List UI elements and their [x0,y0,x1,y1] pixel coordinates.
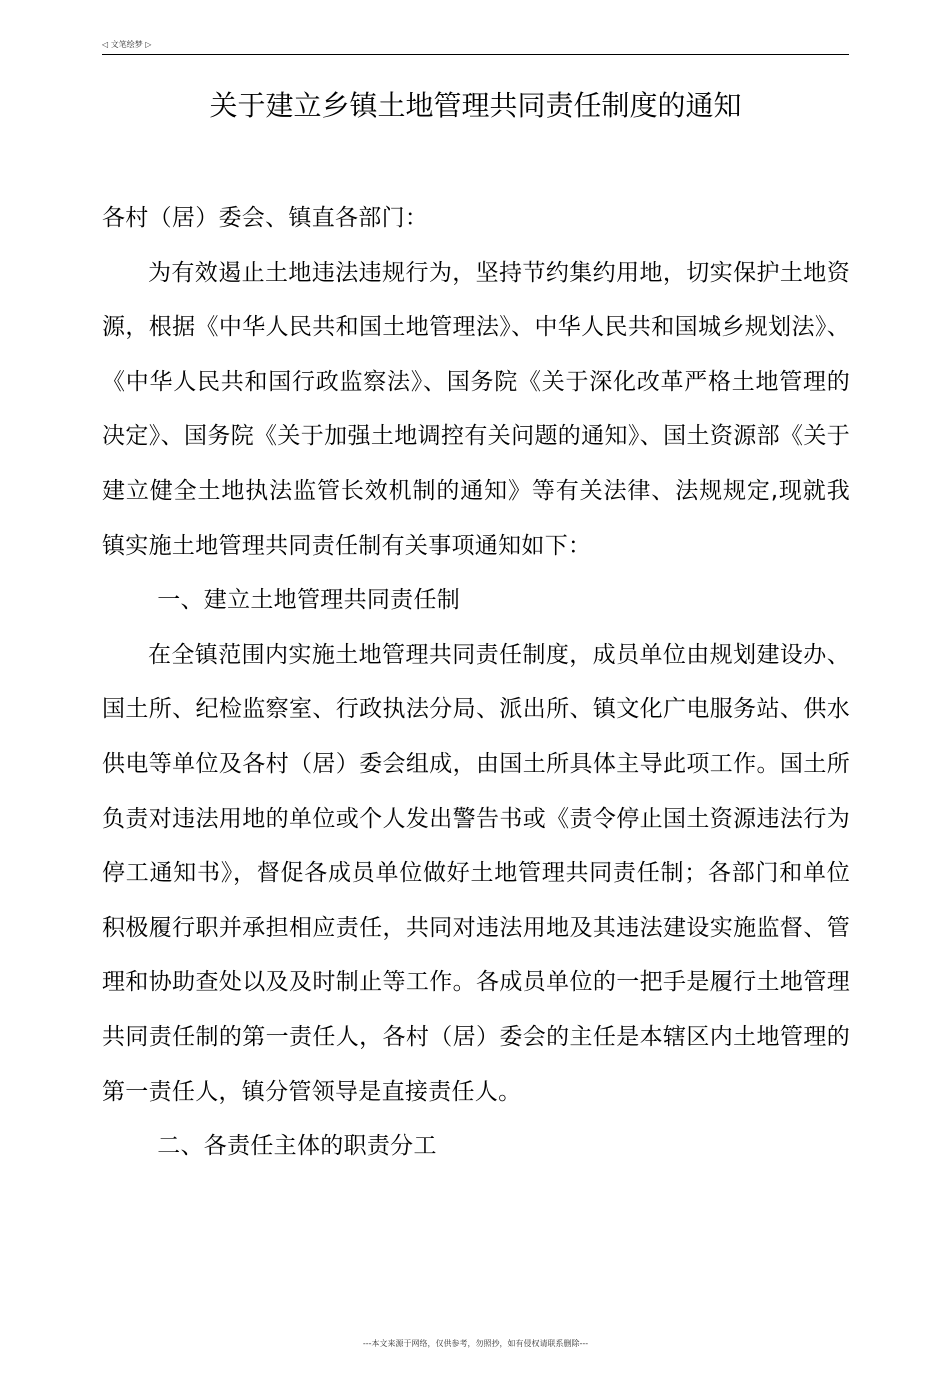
section-heading-1: 一、建立土地管理共同责任制 [157,587,461,614]
page-header: ◁ 文笔绘梦 ▷ [102,40,152,49]
header-divider [102,54,849,55]
page-footer: ---本文来源于网络，仅供参考，勿照抄，如有侵权请联系删除--- [362,1339,589,1348]
salutation: 各村（居）委会、镇直各部门： [102,205,429,231]
section-1-paragraph: 在全镇范围内实施土地管理共同责任制度，成员单位由规划建设办、国土所、纪检监察室、行政执法分局、派出所、镇文化广电服务站、供水供电等单位及各村（居）委会组成，由国土所具体主导此项工作。国土所负责对违法用地的单位或个人发出警告书或《责令停止国土资源违法行为停工通知书》，督促各成员单位做好土地管理共同责任制；各部门和单位积极履行职并承担相应责任，共同对违法用地及其违法建设实施监督、管理和协助查处以及及时制止等工作。各成员单位的一把手是履行土地管理共同责任制的第一责任人，各村（居）委会的主任是本辖区内土地管理的第一责任人，镇分管领导是直接责任人。 [102,641,850,1105]
intro-paragraph: 为有效遏止土地违法违规行为，坚持节约集约用地，切实保护土地资源，根据《中华人民共和国土地管理法》、中华人民共和国城乡规划法》、《中华人民共和国行政监察法》、国务院《关于深化改革严格土地管理的决定》、国务院《关于加强土地调控有关问题的通知》、国土资源部《关于建立健全土地执法监管长效机制的通知》等有关法律、法规规定,现就我镇实施土地管理共同责任制有关事项通知如下： [102,259,850,559]
section-heading-2: 二、各责任主体的职责分工 [157,1133,437,1160]
document-body [102,191,850,1174]
document-title: 关于建立乡镇土地管理共同责任制度的通知 [209,89,742,122]
